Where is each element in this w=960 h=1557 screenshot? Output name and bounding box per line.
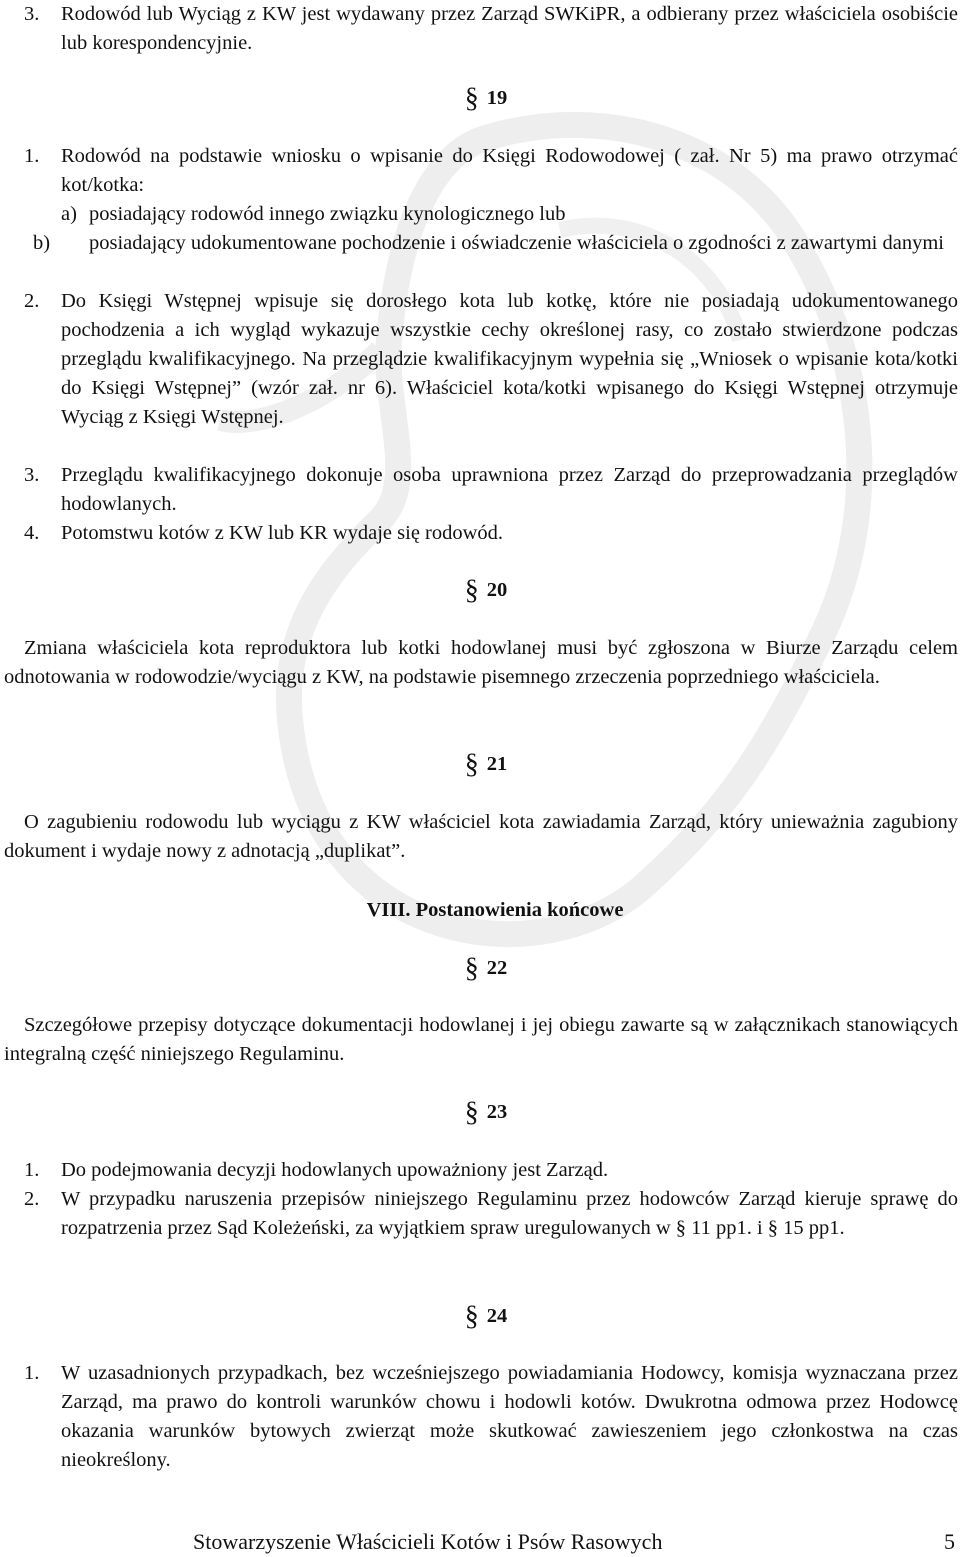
footer-organization: Stowarzyszenie Właścicieli Kotów i Psów Rasowych	[193, 1529, 663, 1554]
section-heading-22: § 22	[464, 953, 508, 984]
item-number: 1.	[24, 1362, 40, 1384]
section-sign: §	[464, 83, 479, 114]
paragraph: Zmiana właściciela kota reproduktora lub kotki hodowlanej musi być zgłoszona w Biurze Zarządu celem odnotowania w rodowodzie/wyciągu z KW, na podstawie pisemnego zrzeczenia poprzedniego właściciela.	[4, 637, 958, 688]
sub-item: b) posiadający udokumentowane pochodzenie i oświadczenie właściciela o zgodności z zawartymi danymi	[33, 232, 944, 254]
list-item	[24, 1156, 958, 1185]
item-number: 3.	[24, 3, 40, 25]
item-number: 4.	[24, 522, 40, 544]
sub-list	[33, 200, 958, 258]
item-text: Przeglądu kwalifikacyjnego dokonuje osoba uprawniona przez Zarząd do przeprowadzania przeglądów hodowlanych.	[61, 464, 958, 515]
section-heading-19: § 19	[464, 83, 508, 114]
list-item	[24, 1359, 958, 1475]
item-text: W przypadku naruszenia przepisów niniejszego Regulaminu przez hodowców Zarząd kieruje sprawę do rozpatrzenia przez Sąd Koleżeński, za wyjątkiem spraw uregulowanych w § 11 pp1. i § 15 pp1.	[61, 1188, 958, 1239]
page-footer	[193, 1528, 955, 1556]
item-number: 1.	[24, 145, 40, 167]
item-number: 3.	[24, 464, 40, 486]
item-text: Potomstwu kotów z KW lub KR wydaje się rodowód.	[61, 522, 504, 544]
section-sign: §	[464, 575, 479, 606]
section-sign: §	[464, 1301, 479, 1332]
section-heading-20: § 20	[464, 575, 508, 606]
item-text: Do Księgi Wstępnej wpisuje się dorosłego kota lub kotkę, które nie posiadają udokumentowanego pochodzenia a ich wygląd wykazuje wszystkie cechy określonej rasy, co zostało stwierdzone podczas przeglądu kwalifikacyjnego. Na przeglądzie kwalifikacyjnym wypełnia się „Wniosek o wpisanie kota/kotki do Księgi Wstępnej” (wzór zał. nr 6). Właściciel kota/kotki wpisanego do Księgi Wstępnej otrzymuje Wyciąg z Księgi Wstępnej.	[61, 290, 958, 428]
paragraph: O zagubieniu rodowodu lub wyciągu z KW właściciel kota zawiadamia Zarząd, który unieważnia zagubiony dokument i wydaje nowy z adnotacją „duplikat”.	[4, 811, 958, 862]
list-item	[24, 461, 958, 519]
sub-item: a) posiadający rodowód innego związku kynologicznego lub	[61, 203, 566, 225]
item-text: Rodowód na podstawie wniosku o wpisanie do Księgi Rodowodowej ( zał. Nr 5) ma prawo otrzymać kot/kotka:	[61, 145, 958, 196]
list-item	[24, 142, 958, 258]
item-text: Rodowód lub Wyciąg z KW jest wydawany przez Zarząd SWKiPR, a odbierany przez właściciela osobiście lub korespondencyjnie.	[61, 3, 958, 54]
list-item	[24, 519, 958, 548]
item-number: 2.	[24, 1188, 40, 1210]
item-text: Do podejmowania decyzji hodowlanych upoważniony jest Zarząd.	[61, 1159, 609, 1181]
list-item	[24, 1185, 958, 1243]
section-heading-21: § 21	[464, 749, 508, 780]
list-item	[24, 287, 958, 432]
section-heading-24: § 24	[464, 1301, 508, 1332]
chapter-title: VIII. Postanowienia końcowe	[366, 899, 624, 921]
item-text: W uzasadnionych przypadkach, bez wcześniejszego powiadamiania Hodowcy, komisja wyznaczana przez Zarząd, ma prawo do kontroli warunków chowu i hodowli kotów. Dwukrotna odmowa przez Hodowcę okazania warunków bytowych zwierząt może skutkować zawieszeniem jego członkostwa na czas nieokreślony.	[61, 1362, 958, 1471]
list-item	[24, 0, 958, 58]
item-number: 2.	[24, 290, 40, 312]
page-number: 5	[944, 1529, 955, 1554]
section-sign: §	[464, 953, 479, 984]
item-number: 1.	[24, 1159, 40, 1181]
section-heading-23: § 23	[464, 1097, 508, 1128]
paragraph: Szczegółowe przepisy dotyczące dokumentacji hodowlanej i jej obiegu zawarte są w załącznikach stanowiących integralną część niniejszego Regulaminu.	[4, 1014, 958, 1065]
section-sign: §	[464, 749, 479, 780]
section-sign: §	[464, 1097, 479, 1128]
